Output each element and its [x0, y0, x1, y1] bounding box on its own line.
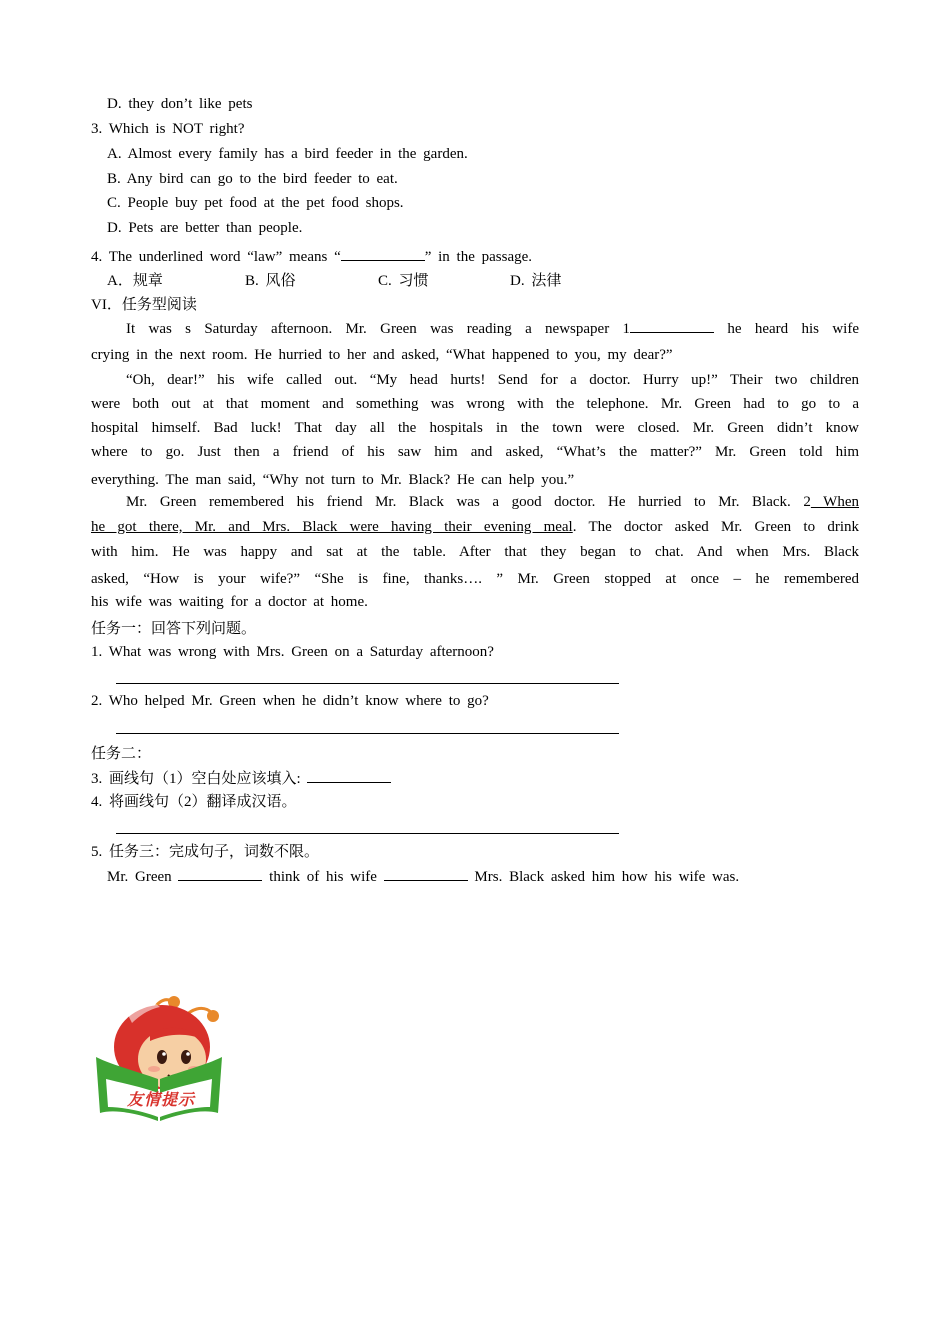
- q4-blank[interactable]: [341, 246, 425, 261]
- q3-option-b: B. Any bird can go to the bird feeder to eat.: [107, 171, 398, 187]
- passage-p3-line1: Mr. Green remembered his friend Mr. Black was a good doctor. He hurried to Mr. Black. 2 When: [126, 494, 859, 510]
- friendly-tip-mascot-logo: [92, 995, 226, 1123]
- q3-option-c: C. People buy pet food at the pet food shops.: [107, 195, 404, 211]
- q3-option-a: A. Almost every family has a bird feeder in the garden.: [107, 146, 468, 162]
- passage-p3-line2: he got there, Mr. and Mrs. Black were having their evening meal. The doctor asked Mr. Green to drink: [91, 519, 859, 535]
- passage-p3-line5: his wife was waiting for a doctor at home.: [91, 594, 368, 610]
- task-q1: 1. What was wrong with Mrs. Green on a Saturday afternoon?: [91, 644, 494, 660]
- q4-option-d: D. 法律: [510, 273, 562, 289]
- task-q5-blank-1[interactable]: [178, 866, 262, 881]
- task2-title: 任务二：: [91, 746, 152, 762]
- passage-p2-line4: where to go. Just then a friend of his saw him and asked, “What’s the matter?” Mr. Green told him: [91, 444, 859, 460]
- answer-line-1[interactable]: [116, 683, 619, 684]
- q3-option-d: D. Pets are better than people.: [107, 220, 303, 236]
- answer-line-2[interactable]: [116, 733, 619, 734]
- q4-option-a: A．规章: [107, 273, 163, 289]
- task-q5-sentence: Mr. Green think of his wife Mrs. Black asked him how his wife was.: [107, 866, 739, 887]
- passage-p1-line2: crying in the next room. He hurried to her and asked, “What happened to you, my dear?”: [91, 347, 673, 363]
- passage-p3-line3: with him. He was happy and sat at the table. After that they began to chat. And when Mrs. Black: [91, 544, 859, 560]
- task-q3-blank[interactable]: [307, 768, 391, 783]
- task-q2: 2. Who helped Mr. Green when he didn’t know where to go?: [91, 693, 489, 709]
- task1-title: 任务一：回答下列问题。: [91, 621, 257, 637]
- task-q5: 5. 任务三：完成句子，词数不限。: [91, 844, 320, 860]
- passage-p1-line1: It was s Saturday afternoon. Mr. Green was reading a newspaper 1 he heard his wife: [126, 318, 859, 339]
- answer-line-4[interactable]: [116, 833, 619, 834]
- underlined-sentence-2-start: When: [810, 494, 859, 510]
- passage-p3-line4: asked, “How is your wife?” “She is fine, thanks…. ” Mr. Green stopped at once – he remembered: [91, 571, 859, 587]
- underlined-sentence-2-end: he got there, Mr. and Mrs. Black were having their evening meal: [91, 519, 573, 535]
- section6-title: VI．任务型阅读: [91, 297, 197, 313]
- passage-p2-line5: everything. The man said, “Why not turn to Mr. Black? He can help you.”: [91, 472, 575, 488]
- q4-question: [91, 246, 532, 267]
- q2-option-d: D. they don’t like pets: [107, 96, 253, 112]
- q3-question: 3. Which is NOT right?: [91, 121, 245, 137]
- task-q4: 4. 将画线句（2）翻译成汉语。: [91, 794, 297, 810]
- passage-blank-1[interactable]: [630, 318, 714, 333]
- q4-option-c: C. 习惯: [378, 273, 429, 289]
- passage-p2-line1: “Oh, dear!” his wife called out. “My head hurts! Send for a doctor. Hurry up!” Their two children: [126, 372, 859, 388]
- q4-suffix: ” in the passage.: [424, 249, 533, 265]
- task-q5-blank-2[interactable]: [384, 866, 468, 881]
- passage-p2-line2: were both out at that moment and something was wrong with the telephone. Mr. Green had to go to a: [91, 396, 859, 412]
- passage-p2-line3: hospital himself. Bad luck! That day all the hospitals in the town were closed. Mr. Green didn’t know: [91, 420, 859, 436]
- mascot-caption: 友情提示: [126, 1090, 195, 1109]
- task-q3: 3. 画线句（1）空白处应该填入:: [91, 768, 391, 789]
- q4-prefix: 4. The underlined word “law” means “: [91, 249, 341, 265]
- q4-option-b: B. 风俗: [245, 273, 296, 289]
